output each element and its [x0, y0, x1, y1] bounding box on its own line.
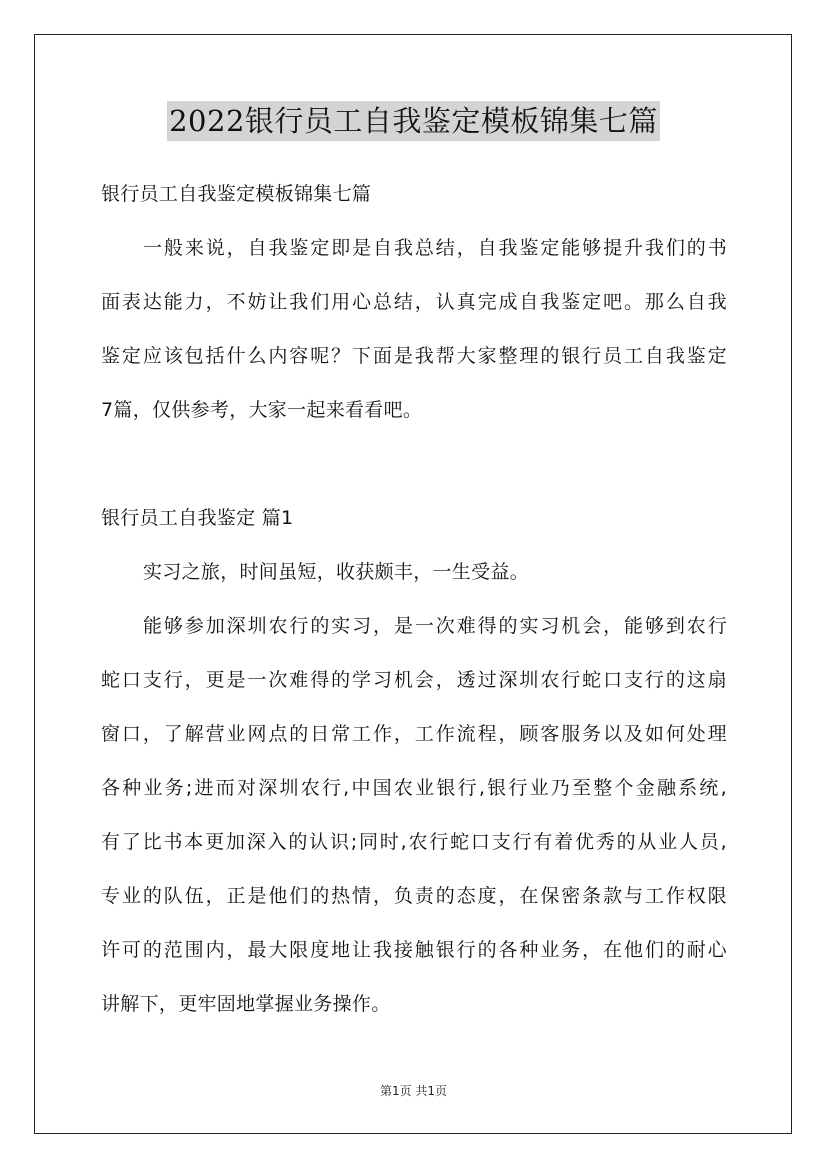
document-title: 2022银行员工自我鉴定模板锦集七篇 — [167, 101, 660, 141]
document-subtitle: 银行员工自我鉴定模板锦集七篇 — [101, 183, 372, 205]
section-heading: 银行员工自我鉴定 篇1 — [101, 507, 294, 529]
section-paragraph-2-line-3: 窗口，了解营业网点的日常工作，工作流程，顾客服务以及如何处理 — [101, 723, 727, 745]
intro-line-4: 7篇，仅供参考，大家一起来看看吧。 — [101, 399, 423, 421]
section-paragraph-2-line-6: 专业的队伍，正是他们的热情，负责的态度，在保密条款与工作权限 — [101, 885, 727, 907]
section-paragraph-1: 实习之旅，时间虽短，收获颇丰，一生受益。 — [143, 561, 530, 583]
section-paragraph-2-line-4: 各种业务;进而对深圳农行,中国农业银行,银行业乃至整个金融系统, — [101, 777, 727, 799]
intro-line-3: 鉴定应该包括什么内容呢？下面是我帮大家整理的银行员工自我鉴定 — [101, 345, 727, 367]
section-paragraph-2-line-5: 有了比书本更加深入的认识;同时,农行蛇口支行有着优秀的从业人员, — [101, 831, 727, 853]
title-container — [0, 101, 827, 141]
section-paragraph-2-line-2: 蛇口支行，更是一次难得的学习机会，透过深圳农行蛇口支行的这扇 — [101, 669, 727, 691]
intro-line-2: 面表达能力，不妨让我们用心总结，认真完成自我鉴定吧。那么自我 — [101, 291, 727, 313]
section-paragraph-2-line-1: 能够参加深圳农行的实习，是一次难得的实习机会，能够到农行 — [143, 615, 727, 637]
page-footer: 第1页 共1页 — [379, 1084, 448, 1098]
section-paragraph-2-line-7: 许可的范围内，最大限度地让我接触银行的各种业务，在他们的耐心 — [101, 939, 727, 961]
section-paragraph-2-line-8: 讲解下，更牢固地掌握业务操作。 — [101, 993, 391, 1015]
intro-line-1: 一般来说，自我鉴定即是自我总结，自我鉴定能够提升我们的书 — [143, 237, 727, 259]
